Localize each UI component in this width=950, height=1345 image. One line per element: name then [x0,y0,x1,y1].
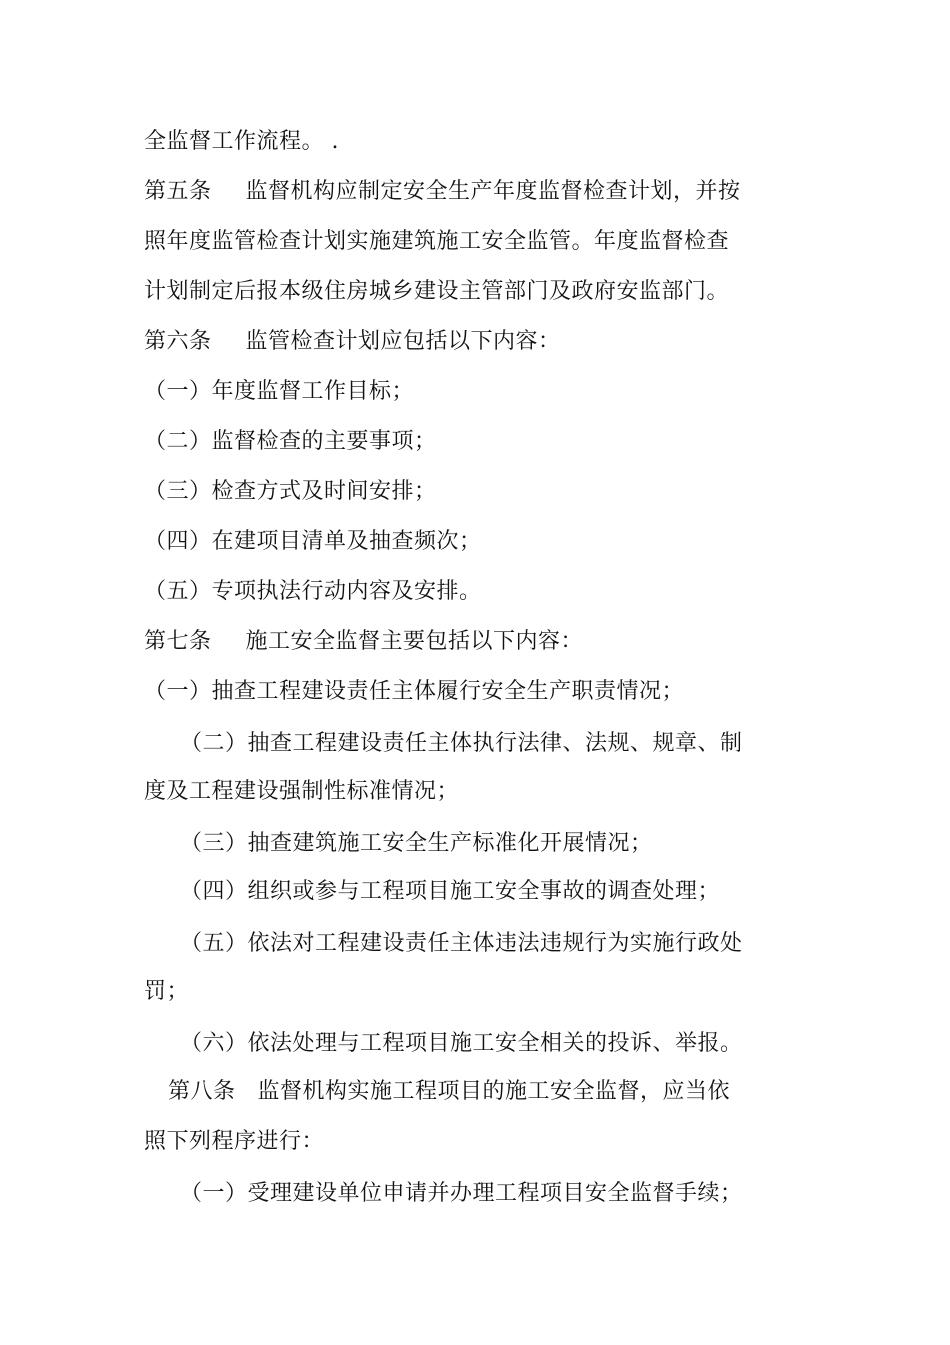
article-text: 监督机构实施工程项目的施工安全监督，应当依 [257,1079,731,1104]
text-line [144,1127,324,1157]
list-item-text: （二）抽查工程建设责任主体执行法律、法规、规章、制 [180,731,743,756]
list-item [180,1179,743,1209]
list-item-text: （三）检查方式及时间安排； [144,479,437,504]
text-line [144,977,189,1007]
list-item [144,527,482,557]
article-6-line [144,327,561,357]
list-item [144,577,482,607]
article-8-line [168,1077,730,1107]
line-text: 照年度监管检查计划实施建筑施工安全监管。年度监督检查 [144,229,730,254]
article-7-line [144,627,583,657]
text-line [144,127,339,157]
article-number: 第八条 [168,1079,236,1104]
list-item [180,1029,743,1059]
list-item-text: （一）抽查工程建设责任主体履行安全生产职责情况； [144,679,685,704]
article-number: 第六条 [144,329,212,354]
text-line [144,777,459,807]
list-item-text: （四）在建项目清单及抽查频次； [144,529,482,554]
list-item [144,677,684,707]
line-text: 计划制定后报本级住房城乡建设主管部门及政府安监部门。 [144,279,730,304]
article-5-line [144,177,741,207]
list-item [144,427,437,457]
list-item [180,877,720,907]
list-item-text: （一）年度监督工作目标； [144,379,415,404]
list-item-text: （五）专项执法行动内容及安排。 [144,579,482,604]
article-text: 监督机构应制定安全生产年度监督检查计划，并按 [245,179,741,204]
list-item [180,829,653,859]
article-text: 监管检查计划应包括以下内容： [245,329,561,354]
list-item-text: （五）依法对工程建设责任主体违法违规行为实施行政处 [180,931,743,956]
line-text: 度及工程建设强制性标准情况； [144,779,460,804]
list-item [180,729,743,759]
article-text: 施工安全监督主要包括以下内容： [245,629,584,654]
line-text: 全监督工作流程。 . [144,129,339,154]
list-item-text: （六）依法处理与工程项目施工安全相关的投诉、举报。 [180,1031,743,1056]
line-text: 罚； [144,979,190,1004]
list-item-text: （一）受理建设单位申请并办理工程项目安全监督手续； [180,1181,743,1206]
list-item-text: （四）组织或参与工程项目施工安全事故的调查处理； [180,879,721,904]
list-item [144,377,414,407]
article-number: 第七条 [144,629,212,654]
text-line [144,227,729,257]
list-item [144,477,437,507]
line-text: 照下列程序进行： [144,1129,325,1154]
list-item-text: （二）监督检查的主要事项； [144,429,437,454]
article-number: 第五条 [144,179,212,204]
list-item [180,929,743,959]
list-item-text: （三）抽查建筑施工安全生产标准化开展情况； [180,831,653,856]
text-line [144,277,729,307]
